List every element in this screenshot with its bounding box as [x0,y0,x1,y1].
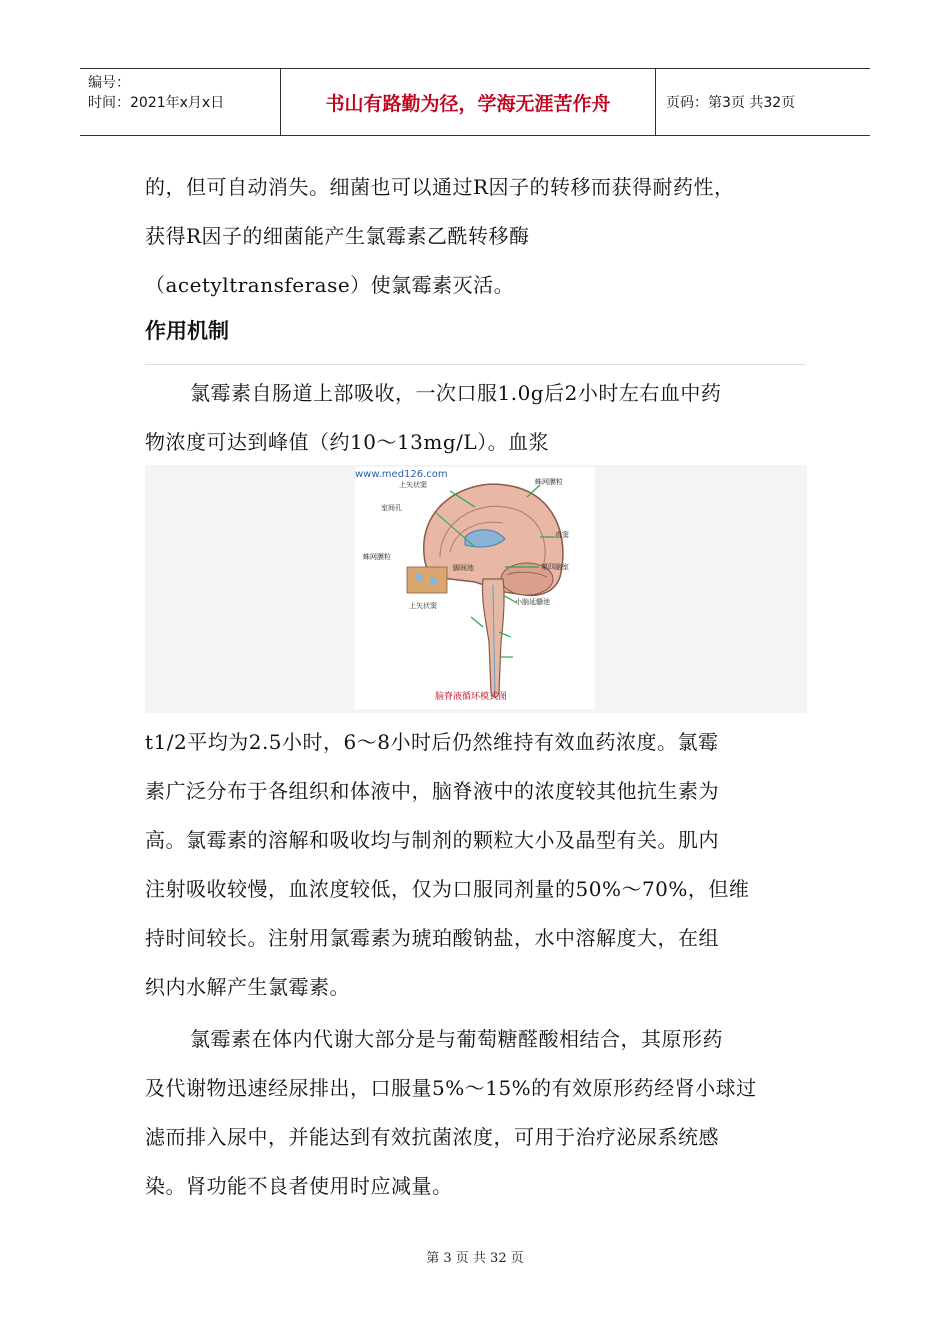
text-line: 获得R因子的细菌能产生氯霉素乙酰转移酶 [145,224,530,248]
time-label: 时间：2021年x月x日 [88,95,225,111]
text-line: 氯霉素在体内代谢大部分是与葡萄糖醛酸相结合，其原形药 [190,1027,723,1051]
figure-label: 室间孔 [381,504,402,512]
figure-label: 小脑延髓池 [515,598,550,606]
intro-paragraph [145,163,810,310]
paragraph-metabolism [145,1015,810,1211]
page-header [80,68,870,136]
header-meta [80,69,281,135]
header-page-info: 页码：第3页 共32页 [666,95,796,111]
text-line: 滤而排入尿中，并能达到有效抗菌浓度，可用于治疗泌尿系统感 [145,1125,719,1149]
text-line: 氯霉素自肠道上部吸收，一次口服1.0g后2小时左右血中药 [190,381,722,405]
brain-csf-figure [145,465,807,713]
figure-label: 直窦 [555,531,569,539]
text-line: 素广泛分布于各组织和体液中，脑脊液中的浓度较其他抗生素为 [145,779,719,803]
text-line: 注射吸收较慢，血浓度较低，仅为口服同剂量的50%～70%，但维 [145,877,750,901]
text-line: （acetyltransferase）使氯霉素灭活。 [145,273,515,297]
figure-watermark: www.med126.com [355,469,448,480]
text-line: 持时间较长。注射用氯霉素为琥珀酸钠盐，水中溶解度大，在组 [145,926,719,950]
header-motto: 书山有路勤为径，学海无涯苦作舟 [281,69,656,135]
page-footer: 第 3 页 共 32 页 [426,1251,524,1266]
text-line: 及代谢物迅速经尿排出，口服量5%～15%的有效原形药经肾小球过 [145,1076,757,1100]
text-line: 染。肾功能不良者使用时应减量。 [145,1174,453,1198]
heading-divider [145,364,805,365]
figure-label: 上矢状窦 [409,602,437,610]
text-line: 织内水解产生氯霉素。 [145,975,350,999]
serial-label: 编号： [88,75,130,91]
text-line: 高。氯霉素的溶解和吸收均与制剂的颗粒大小及晶型有关。肌内 [145,828,719,852]
figure-label: 第四脑室 [541,563,569,571]
figure-caption: 脑脊液循环模式图 [435,692,508,702]
paragraph-distribution [145,718,810,1012]
paragraph-absorption [145,369,810,467]
figure-canvas [355,467,595,709]
figure-label: 蛛网膜粒 [363,553,391,561]
text-line: 的，但可自动消失。细菌也可以通过R因子的转移而获得耐药性， [145,175,735,199]
figure-label: 上矢状窦 [399,481,427,489]
figure-label: 脚间池 [453,564,474,572]
figure-label: 蛛网膜粒 [535,478,563,486]
section-heading: 作用机制 [145,319,229,343]
text-line: t1/2平均为2.5小时，6～8小时后仍然维持有效血药浓度。氯霉 [145,730,719,754]
text-line: 物浓度可达到峰值（约10～13mg/L）。血浆 [145,430,550,454]
